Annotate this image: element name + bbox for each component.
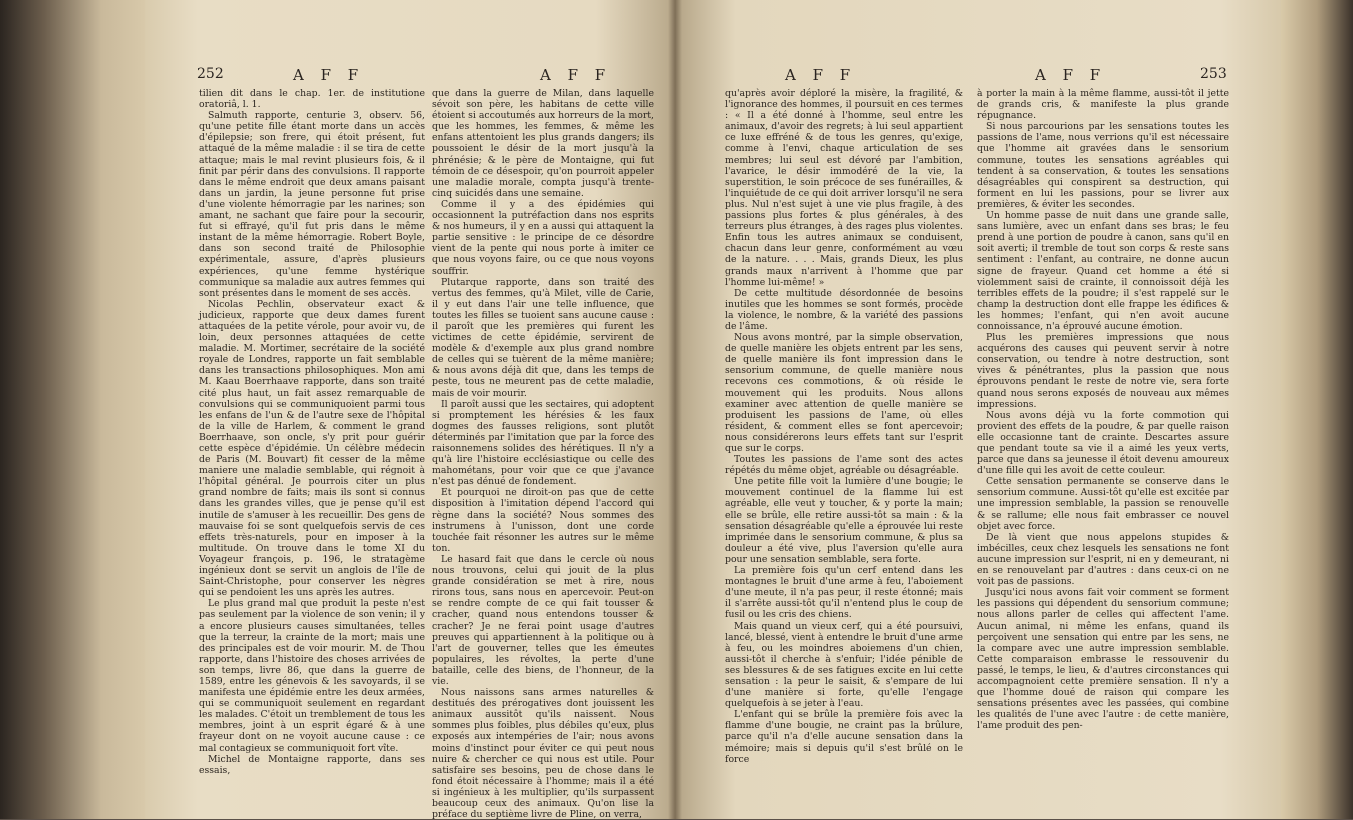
text-column-2	[977, 88, 1229, 788]
paragraph: Salmuth rapporte, centurie 3, observ. 56, qu'une petite fille étant morte dans un accès d'épilepsie; son frere, qui étoit présent, fut attaqué de la même maladie : il se tira de cette attaque; mais le mal revint plusieurs fois, & il finit par périr dans des convulsions. Il rapporte dans le même endroit que deux amans paisant dans un jardin, la jeune personne fut prise d'une violente hémorragie par les narines; son amant, ne sachant que faire pour la secourir, fut si effrayé, qu'il fut pris dans le même instant de la même hémorragie. Robert Boyle, dans son second traité de Philosophie expérimentale, assure, d'après plusieurs expériences, qu'une femme hystérique communique sa maladie aux autres femmes qui sont présentes dans le moment de ses accès.	[199, 110, 425, 299]
paragraph: Comme il y a des épidémies qui occasionnent la putréfaction dans nos esprits & nos humeurs, il y en a aussi qui attaquent la partie sensitive : le principe de ce désordre vient de la pente qui nous porte à imiter ce que nous voyons faire, ou ce que nous voyons souffrir.	[432, 198, 654, 277]
paragraph: Plutarque rapporte, dans son traité des vertus des femmes, qu'à Milet, ville de Carie, il y eut dans l'air une telle influence, que toutes les filles se tuoient sans aucune cause : il paroît que les premières qui furent les victimes de cette épidémie, servirent de modèle & d'exemple aux plus grand nombre de celles qui se tuèrent de la même manière; & nous avons déjà dit que, dans les temps de peste, tous ne meurent pas de cette maladie, mais de voir mourir.	[432, 276, 654, 399]
paragraph: qu'après avoir déploré la misère, la fragilité, & l'ignorance des hommes, il poursuit en ces termes : « Il a été donné à l'homme, seul entre les animaux, d'avoir des regrets; à lui seul appartient ce luxe effréné & de tous les genres, qu'exige, comme à l'envi, chaque articulation de ses membres; lui seul est dévoré par l'ambition, l'avarice, le désir immodéré de la vie, la superstition, le soin précoce de ses funérailles, & l'inquiétude de ce qui doit arriver lorsqu'il ne sera plus. Nul n'est sujet à une vie plus fragile, à des passions plus fortes & plus générales, à des terreurs plus étranges, à des rages plus violentes. Enfin tous les autres animaux se conduisent, chacun dans leur genre, conformément au vœu de la nature. . . . Mais, grands Dieux, les plus grands maux n'arrivent à l'homme que par l'homme lui-même! »	[725, 88, 963, 288]
page-number: 253	[1200, 66, 1227, 82]
paragraph: Le hasard fait que dans le cercle où nous nous trouvons, celui qui jouit de la plus grande considération se met à rire, nous rirons tous, sans nous en apercevoir. Peut-on se rendre compte de ce qui fait tousser & cracher, quand nous entendons tousser & cracher? Je ne ferai point usage d'autres preuves qui appartiennent à la politique ou à l'art de gouverner, telles que les émeutes populaires, les révoltes, la perte d'une bataille, celle des biens, de l'honneur, de la vie.	[432, 553, 654, 687]
text-column-1	[199, 88, 425, 778]
paragraph: Nicolas Pechlin, observateur exact & judicieux, rapporte que deux dames furent attaquées de la petite vérole, pour avoir vu, de loin, deux personnes attaquées de cette maladie. M. Mortimer, secrétaire de la société royale de Londres, rapporte un fait semblable dans les transactions philosophiques. Mon ami M. Kaau Boerrhaave rapporte, dans son traité cité plus haut, un fait assez remarquable de convulsions qui se communiquoient parmi tous les enfans de l'un & de l'autre sexe de l'hôpital de la ville de Harlem, & comment le grand Boerrhaave, son oncle, s'y prit pour guérir cette espèce d'épidémie. Un célèbre médecin de Paris (M. Bouvart) fit cesser de la même maniere une maladie semblable, qui régnoit à l'hôpital général. Je pourrois citer un plus grand nombre de faits; mais ils sont si connus dans les grandes villes, que je pense qu'il est inutile de s'amuser à les recueillir. Des gens de mauvaise foi se sont quelquefois servis de ces effets très-naturels, pour en imposer à la multitude. On trouve dans le tome XI du Voyageur françois, p. 196, le stratagème ingénieux dont se servit un anglois de l'île de Saint-Christophe, pour conserver les nègres qui se pendoient les uns après les autres.	[199, 298, 425, 599]
running-head: A F F	[1035, 66, 1107, 84]
left-page	[145, 0, 675, 819]
paragraph: Mais quand un vieux cerf, qui a été poursuivi, lancé, blessé, vient à entendre le bruit d'une arme à feu, ou les moindres aboiemens d'un chien, aussi-tôt il cherche à s'enfuir; l'idée pénible de ses blessures & de ses fatigues excite en lui cette sensation : la peur le saisit, & s'empare de lui d'une manière si forte, qu'elle l'engage quelquefois à se jeter à l'eau.	[725, 620, 963, 710]
text-column-2	[432, 88, 654, 820]
paragraph: Une petite fille voit la lumière d'une bougie; le mouvement continuel de la flamme lui est agréable, elle veut y toucher, & y porte la main; elle se brûle, elle retire aussi-tôt sa main : & la sensation désagréable qu'elle a éprouvée lui reste imprimée dans le sensorium commune, & plus sa douleur a été vive, plus l'aversion qu'elle aura pour une sensation semblable, sera forte.	[725, 476, 963, 565]
paragraph: Jusqu'ici nous avons fait voir comment se forment les passions qui dépendent du sensorium commune; nous allons parler de celles qui affectent l'ame. Aucun animal, ni même les enfans, quand ils perçoivent une sensation qui entre par les sens, ne la compare avec une autre impression semblable. Cette comparaison embrasse le ressouvenir du passé, le temps, le lieu, & d'autres circonstances qui accompagnoient cette première sensation. Il n'y a que l'homme doué de raison qui compare les sensations présentes avec les passées, qui combine les qualités de l'une avec l'autre : de cette manière, l'ame produit des pen-	[977, 587, 1229, 732]
paragraph: Il paroît aussi que les sectaires, qui adoptent si promptement les hérésies & les faux dogmes des fausses religions, sont plutôt déterminés par l'imitation que par la force des raisonnemens solides des hérétiques. Il n'y a qu'à lire l'histoire ecclésiastique ou celle des mahométans, pour voir que ce que j'avance n'est pas dénué de fondement.	[432, 398, 654, 488]
paragraph: Si nous parcourions par les sensations toutes les passions de l'ame, nous verrions qu'il est nécessaire que l'homme ait gravées dans le sensorium commune, toutes les sensations agréables qui tendent à sa conservation, & toutes les sensations désagréables qui conspirent sa destruction, qui forment en lui les passions, pour se livrer aux premières, & éviter les secondes.	[977, 121, 1229, 210]
paragraph: Nous avons déjà vu la forte commotion qui provient des effets de la poudre, & par quelle raison elle occasionne tant de crainte. Descartes assure que pendant toute sa vie il a aimé les yeux verts, parce que dans sa jeunesse il étoit devenu amoureux d'une fille qui les avoit de cette couleur.	[977, 409, 1229, 477]
paragraph: De cette multitude désordonnée de besoins inutiles que les hommes se sont formés, procède la violence, le nombre, & la variété des passions de l'âme.	[725, 287, 963, 332]
text-column-1	[725, 88, 963, 788]
paragraph: tilien dit dans le chap. 1er. de institutione oratoriâ, l. 1.	[199, 88, 425, 111]
running-head: A F F	[293, 66, 365, 84]
paragraph: Le plus grand mal que produit la peste n'est pas seulement par la violence de son venin; il y a encore plusieurs causes simultanées, telles que la terreur, la crainte de la mort; mais une des principales est de voir mourir. M. de Thou rapporte, dans l'histoire des choses arrivées de son temps, livre 86, que dans la guerre de 1589, entre les génevois & les savoyards, il se manifesta une épidémie entre les deux armées, qui se communiquoit seulement en regardant les malades. C'étoit un tremblement de tous les membres, joint à un esprit égaré & à une frayeur dont on ne voyoit aucune cause : ce mal contagieux se communiquoit fort vîte.	[199, 598, 425, 754]
paragraph: Plus les premières impressions que nous acquérons des causes qui peuvent servir à notre conservation, ou tendre à notre destruction, sont vives & pénétrantes, plus la passion que nous éprouvons pendant le reste de notre vie, sera forte quand nous serons exposés de nouveau aux mêmes impressions.	[977, 332, 1229, 410]
paragraph: Nous naissons sans armes naturelles & destitués des prérogatives dont jouissent les animaux aussitôt qu'ils naissent. Nous sommes plus foibles, plus débiles qu'eux, plus exposés aux intempéries de l'air; nous avons moins d'instinct pour éviter ce qui peut nous nuire & chercher ce qui nous est utile. Pour satisfaire ses besoins, peu de chose dans le fond étoit nécessaire à l'homme; mais il a été si ingénieux à les multiplier, qu'ils surpassent beaucoup ceux des animaux. Qu'on lise la préface du septième livre de Pline, on verra,	[432, 687, 654, 820]
paragraph: que dans la guerre de Milan, dans laquelle sévoit son père, les habitans de cette ville étoient si accoutumés aux horreurs de la mort, que les hommes, les femmes, & même les enfans attentoient les plus grands dangers; ils poussoient le désir de la mort jusqu'à la phrénésie; & le père de Montaigne, qui fut témoin de ce désespoir, qu'on pourroit appeler une maladie morale, compta jusqu'à trente-cinq suicidés dans une semaine.	[432, 88, 654, 199]
paragraph: Un homme passe de nuit dans une grande salle, sans lumière, avec un enfant dans ses bras; le feu prend à une portion de poudre à canon, sans qu'il en soit averti; il tremble de tout son corps & reste sans sentiment : l'enfant, au contraire, ne donne aucun signe de frayeur. Quand cet homme a été si violemment saisi de crainte, il connoissoit déjà les terribles effets de la poudre; il s'est rappelé sur le champ la destruction dont elle frappe les édifices & les hommes; l'enfant, qui n'en avoit aucune connoissance, n'a éprouvé aucune émotion.	[977, 210, 1229, 332]
paragraph: De là vient que nous appelons stupides & imbécilles, ceux chez lesquels les sensations ne font aucune impression sur l'esprit, ni en y demeurant, ni en se renouvelant par d'autres : dans ceux-ci on ne voit pas de passions.	[977, 531, 1229, 588]
running-head: A F F	[540, 66, 612, 84]
paragraph: Michel de Montaigne rapporte, dans ses essais,	[199, 753, 425, 776]
paragraph: Toutes les passions de l'ame sont des actes répétés du même objet, agréable ou désagréable.	[725, 454, 963, 477]
paragraph: L'enfant qui se brûle la première fois avec la flamme d'une bougie, ne craint pas la brûlure, parce qu'il n'a d'elle aucune sensation dans la mémoire; mais si depuis qu'il s'est brûlé on le force	[725, 709, 963, 765]
running-head: A F F	[785, 66, 857, 84]
paragraph: Et pourquoi ne diroit-on pas que de cette disposition à l'imitation dépend l'accord qui règne dans la société? Nous sommes des instrumens à l'unisson, dont une corde touchée fait résonner les autres sur le même ton.	[432, 487, 654, 554]
paragraph: La première fois qu'un cerf entend dans les montagnes le bruit d'une arme à feu, l'aboiement d'une meute, il n'a pas peur, il reste étonné; mais il s'arrête aussi-tôt qu'il n'entend plus le coup de fusil ou les cris des chiens.	[725, 565, 963, 621]
right-page	[675, 0, 1281, 819]
paragraph: Nous avons montré, par la simple observation, de quelle manière les objets entrent par les sens, de quelle manière ils font impression dans le sensorium commune, de quelle manière nous recevons ces commotions, & où réside le mouvement qui les produits. Nous allons examiner avec attention de quelle manière se produisent les passions de l'ame, où elles résident, & comment elles se font apercevoir; nous considérerons leurs effets tant sur l'esprit que sur le corps.	[725, 332, 963, 454]
book-edge-right	[1281, 0, 1353, 819]
paragraph: Cette sensation permanente se conserve dans le sensorium commune. Aussi-tôt qu'elle est excitée par une impression semblable, la passion se renouvelle & se rallume; elle nous fait embrasser ce nouvel objet avec force.	[977, 476, 1229, 532]
paragraph: à porter la main à la même flamme, aussi-tôt il jette de grands cris, & manifeste la plus grande répugnance.	[977, 88, 1229, 122]
book-gutter	[668, 0, 682, 819]
page-number: 252	[197, 66, 224, 82]
book-edge-left	[0, 0, 145, 819]
